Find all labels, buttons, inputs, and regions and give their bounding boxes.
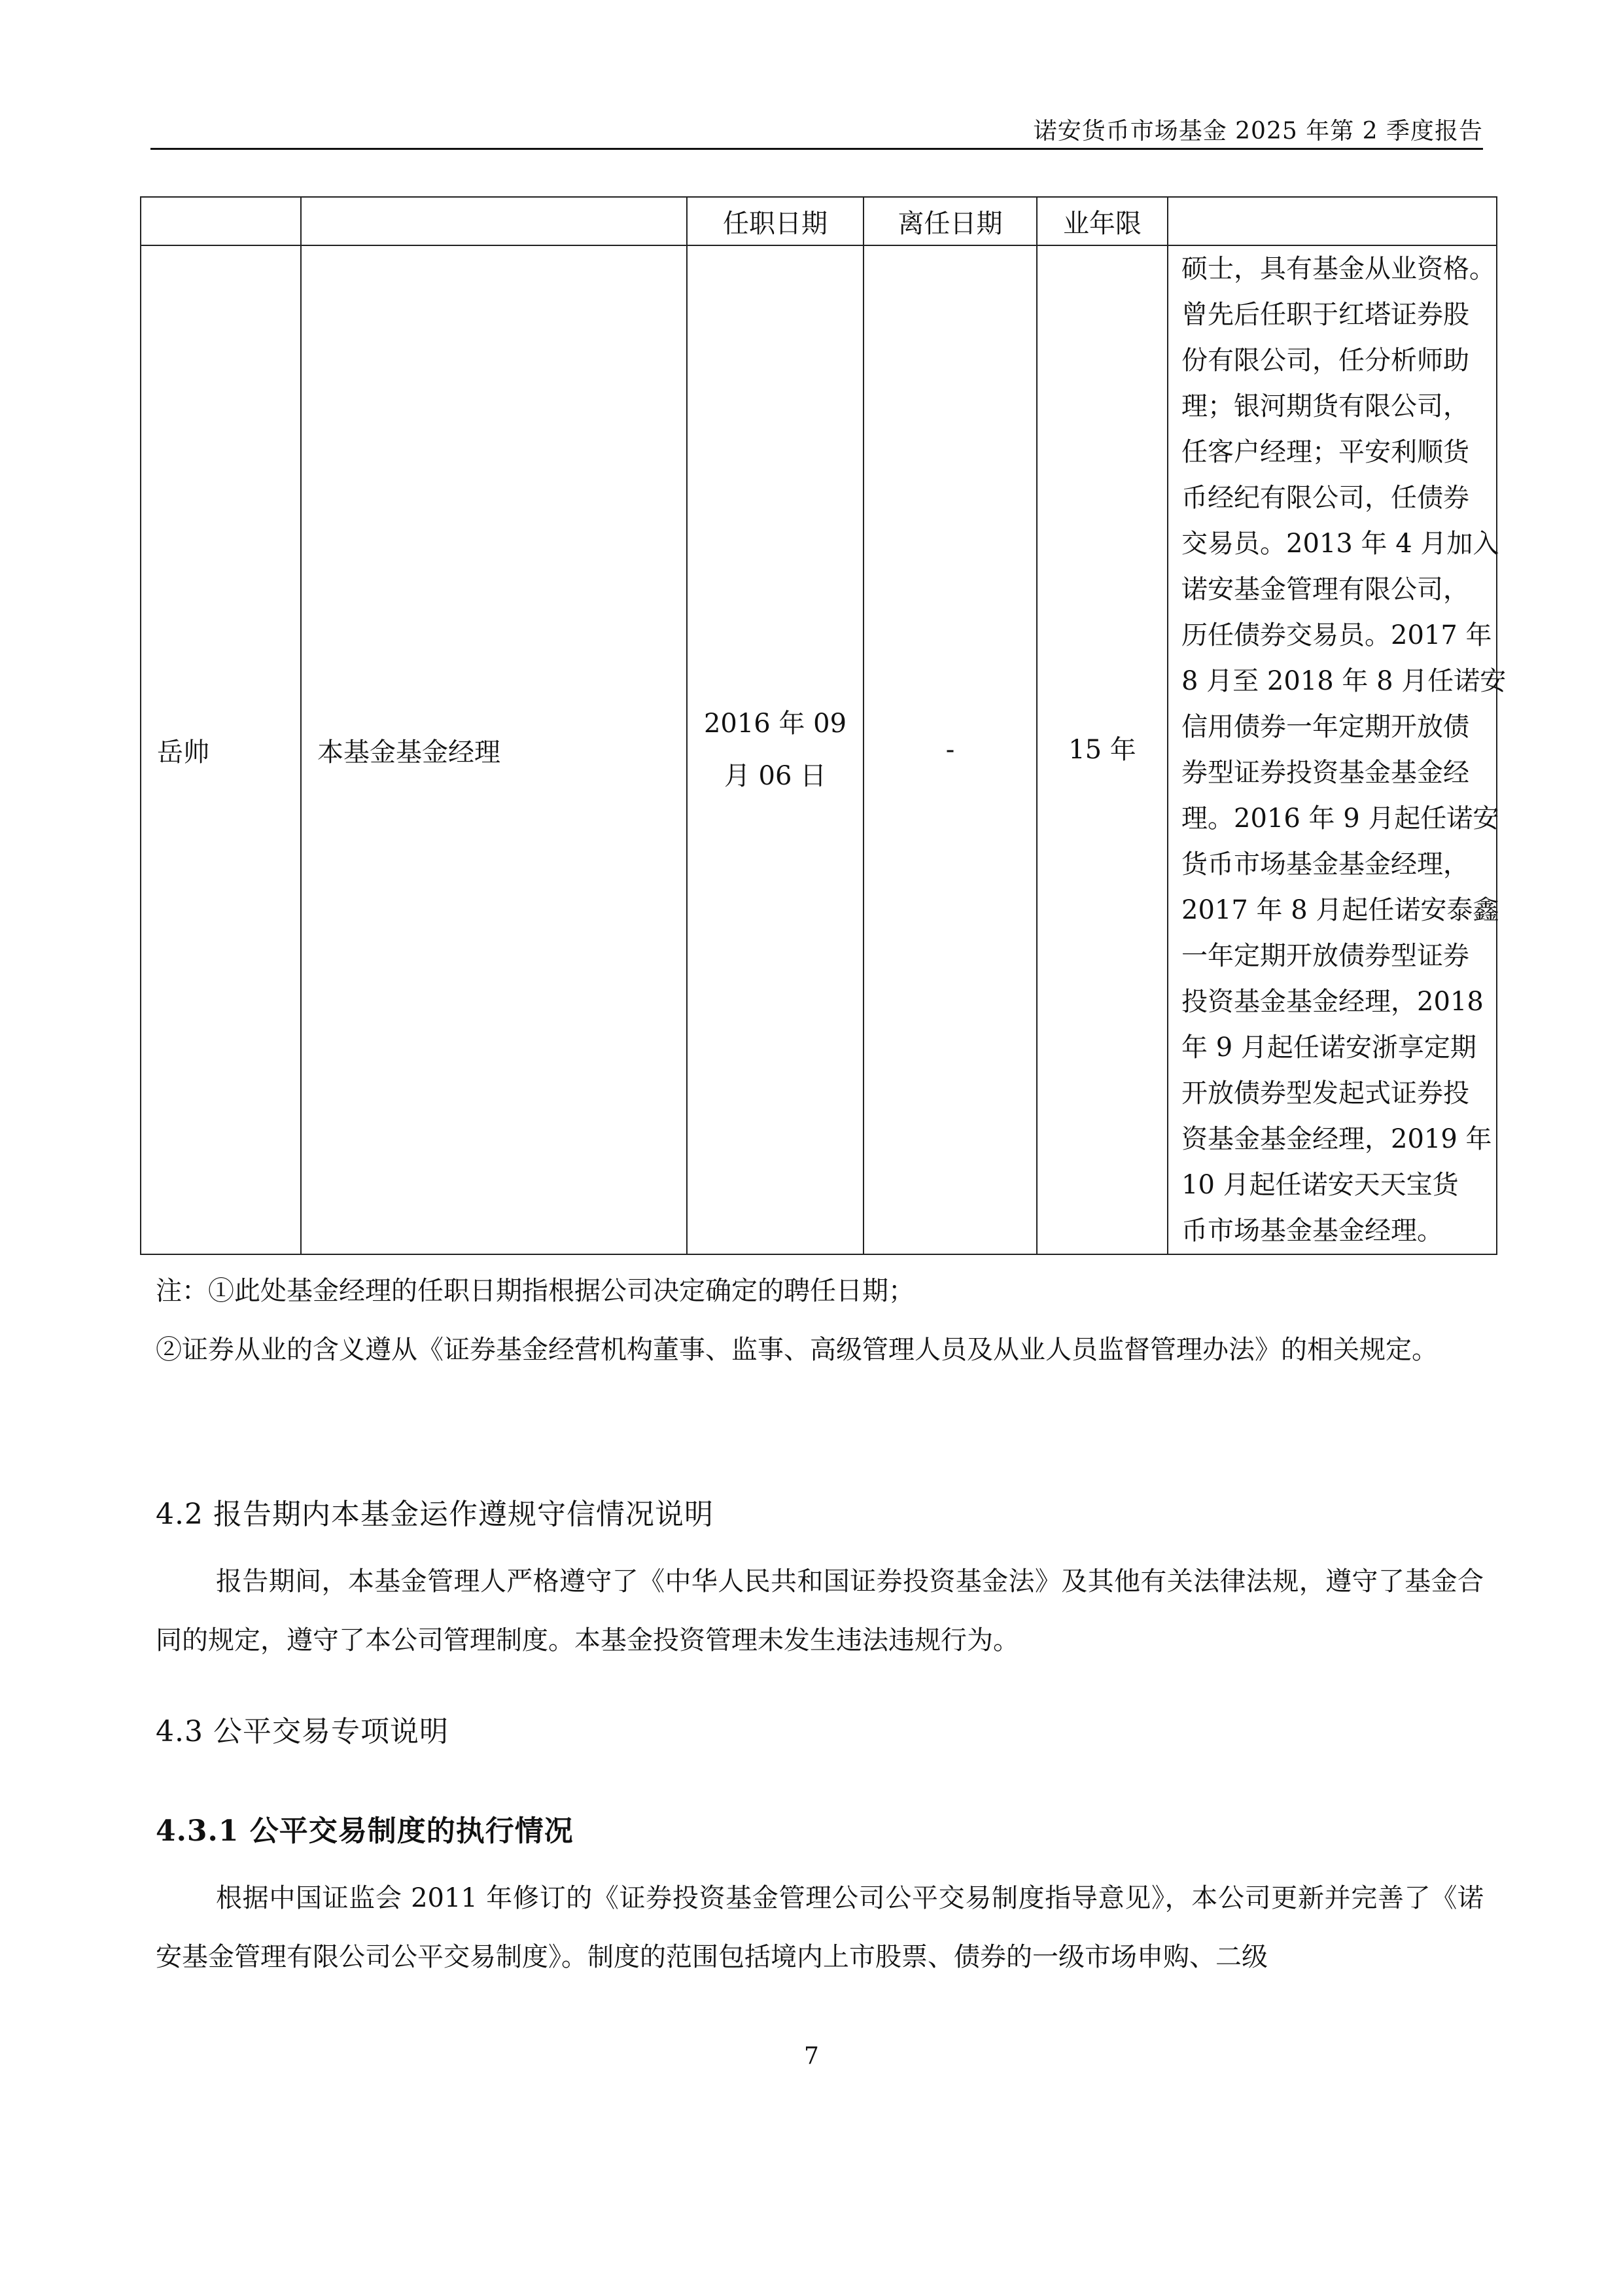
header-cell-years: 业年限 — [1037, 197, 1168, 245]
fund-manager-table — [140, 196, 1507, 1255]
bio-line: 年 9 月起任诺安浙享定期 — [1181, 1033, 1476, 1063]
bio-line: 投资基金基金经理，2018 — [1181, 987, 1484, 1017]
header-cell-bio — [1168, 197, 1497, 245]
bio-line: 历任债券交易员。2017 年 — [1181, 620, 1492, 650]
bio-line: 券型证券投资基金基金经 — [1181, 758, 1469, 788]
report-header-title: 诺安货币市场基金 2025 年第 2 季度报告 — [1033, 118, 1483, 145]
table-header-row — [141, 197, 1497, 245]
bio-line: 币经纪有限公司，任债券 — [1181, 483, 1469, 513]
start-date-line2: 月 06 日 — [724, 761, 827, 791]
header-divider — [150, 148, 1483, 150]
manager-bio — [1168, 245, 1507, 1254]
bio-line: 份有限公司，任分析师助 — [1181, 345, 1469, 376]
table-row — [141, 245, 1497, 1254]
bio-line: 币市场基金基金经理。 — [1181, 1216, 1443, 1246]
bio-line: 任客户经理；平安利顺货 — [1181, 437, 1469, 467]
header-cell-title — [301, 197, 687, 245]
section-heading-4-3: 4.3 公平交易专项说明 — [156, 1715, 449, 1748]
bio-line: 一年定期开放债券型证券 — [1181, 941, 1469, 971]
start-date-line1: 2016 年 09 — [703, 709, 847, 739]
bio-line: 开放债券型发起式证券投 — [1181, 1078, 1469, 1108]
bio-line: 理；银河期货有限公司， — [1181, 391, 1469, 421]
manager-end-date: - — [864, 245, 1037, 1254]
section-heading-4-2: 4.2 报告期内本基金运作遵规守信情况说明 — [156, 1498, 714, 1531]
bio-line: 信用债券一年定期开放债 — [1181, 712, 1469, 742]
header-cell-name — [141, 197, 301, 245]
section-heading-4-3-1: 4.3.1 公平交易制度的执行情况 — [156, 1814, 574, 1848]
section-4-3-1-body: 根据中国证监会 2011 年修订的《证券投资基金管理公司公平交易制度指导意见》，本公司更新并完善了《诺安基金管理有限公司公平交易制度》。制度的范围包括境内上市股票、债券的一级市场申购、二级 — [156, 1883, 1484, 1972]
section-4-2-body: 报告期间，本基金管理人严格遵守了《中华人民共和国证券投资基金法》及其他有关法律法规，遵守了基金合同的规定，遵守了本公司管理制度。本基金投资管理未发生违法违规行为。 — [156, 1566, 1484, 1655]
manager-name: 岳帅 — [141, 245, 301, 1254]
bio-line: 2017 年 8 月起任诺安泰鑫 — [1181, 895, 1499, 925]
bio-line: 资基金基金经理，2019 年 — [1181, 1124, 1492, 1154]
table-note-2: ②证券从业的含义遵从《证券基金经营机构董事、监事、高级管理人员及从业人员监督管理办法》的相关规定。 — [156, 1335, 1438, 1365]
bio-line: 货币市场基金基金经理， — [1181, 849, 1469, 879]
manager-years: 15 年 — [1037, 245, 1168, 1254]
bio-line: 10 月起任诺安天天宝货 — [1181, 1170, 1459, 1200]
bio-line: 8 月至 2018 年 8 月任诺安 — [1181, 666, 1507, 696]
manager-start-date — [687, 245, 864, 1254]
bio-line: 交易员。2013 年 4 月加入 — [1181, 529, 1499, 559]
table-note-1: 注：①此处基金经理的任职日期指根据公司决定确定的聘任日期； — [156, 1276, 915, 1306]
bio-line: 硕士，具有基金从业资格。 — [1181, 254, 1495, 284]
bio-line: 诺安基金管理有限公司， — [1181, 574, 1469, 605]
bio-line: 理。2016 年 9 月起任诺安 — [1181, 804, 1499, 834]
header-cell-start-date: 任职日期 — [687, 197, 864, 245]
manager-title: 本基金基金经理 — [301, 245, 687, 1254]
header-cell-end-date: 离任日期 — [864, 197, 1037, 245]
bio-line: 曾先后任职于红塔证券股 — [1181, 300, 1469, 330]
page-number: 7 — [804, 2043, 819, 2070]
